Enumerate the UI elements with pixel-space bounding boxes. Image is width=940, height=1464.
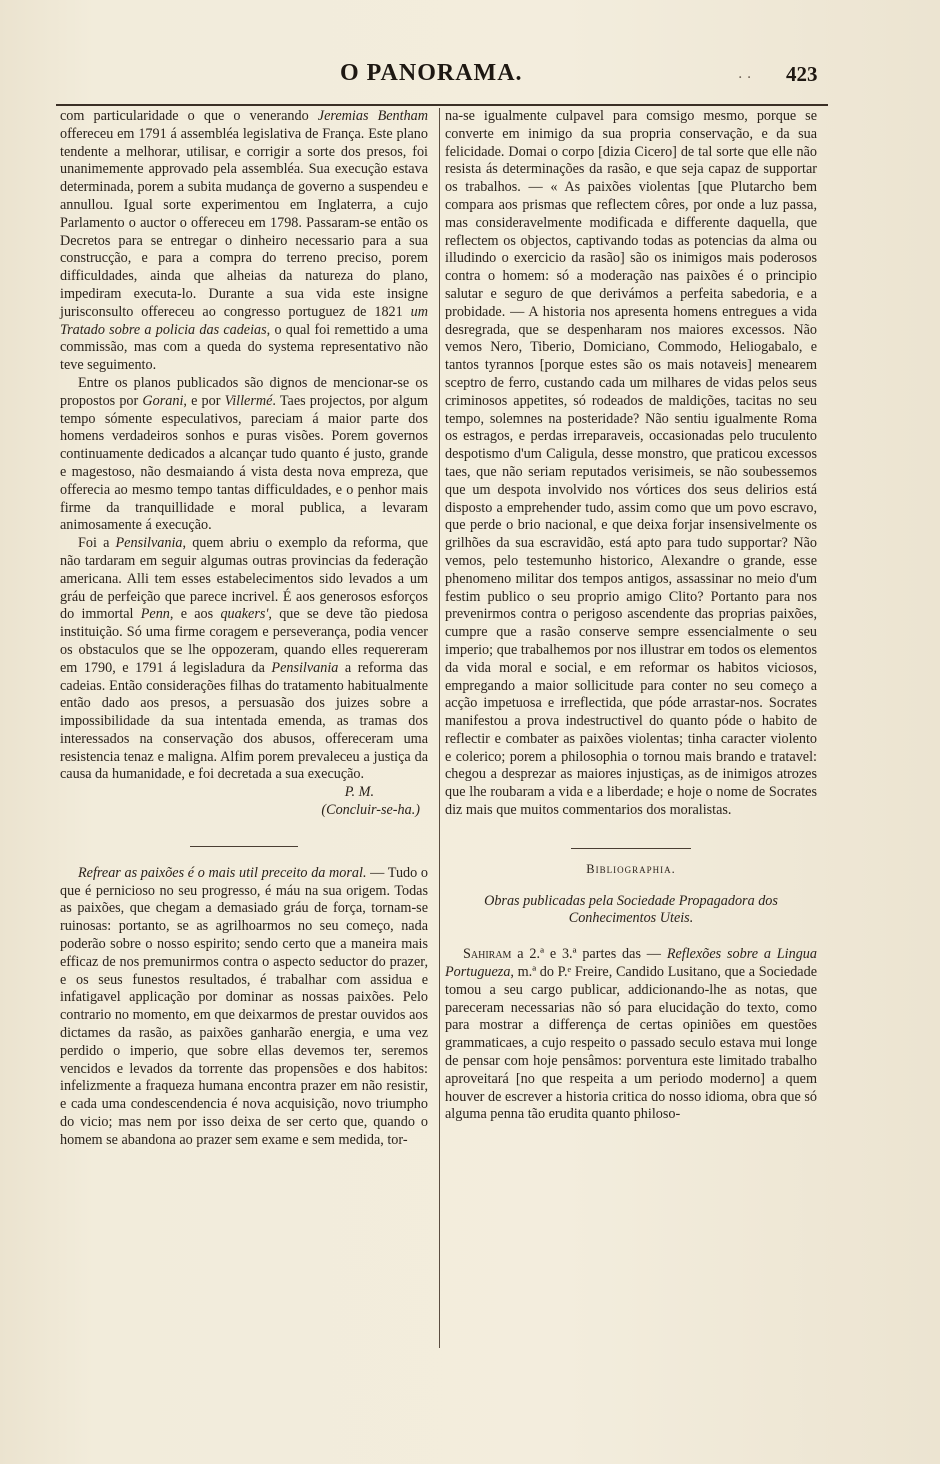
page-number: 423 (786, 62, 818, 86)
place-name: Pensilvania (271, 659, 339, 676)
to-be-continued: (Concluir-se-ha.) (321, 802, 420, 819)
text-span: , e aos (169, 606, 221, 623)
article-title: Refrear as paixões é o mais util preceito da moral. (78, 864, 367, 881)
header-dots: . . (738, 66, 752, 82)
paragraph-pensilvania (60, 535, 428, 784)
header-rule (56, 104, 828, 106)
text-span: , o qual foi remettido a uma commissão, mas com a queda do systema representativo não teve seguimento. (60, 321, 428, 374)
text-span: . Taes projectos, por algum tempo sómente especulativos, pareciam á maior parte dos homens verdadeiros sonhos e puras visões. Porem governos continuamente dedicados a alcançar tudo quanto é justo, grande e magestoso, não desmaiando á vista desta nova empreza, que offerecia ao mesmo tempo tantas difficuldades, e o penhor mais firme da tranquillidade e moral publica, a levaram animosamente á execução. (60, 392, 428, 534)
section-subtitle: Obras publicadas pela Sociedade Propagadora dos Conhecimentos Uteis. (484, 892, 778, 927)
work-title: Reflexões sobre a Lingua Portugueza (445, 946, 817, 981)
person-name: Penn (140, 606, 170, 623)
group-name: quakers' (220, 606, 269, 623)
text-span: , que se deve tão piedosa instituição. Só uma firme coragem e perseverança, podia vencer os obstaculos que se lhe oppozeram, quando elles requereram em 1790, e 1791 á legisladura da (60, 606, 428, 676)
text-span: — Tudo o que é pernicioso no seu progresso, é máu na sua origem. Todas as paixões, que chegam a demasiado gráu de força, tornam-se ruinosas: portanto, se as agrilhoarmos no seu começo, nada poderão sobre o nosso espirito; sendo certo que a maneira mais efficaz de nos premunirmos contra o aspecto seductor do prazer, e os seus funestos resultados, é trabalhar com assidua e infatigavel applicação por dominar as nossas paixões. Pelo contrario no momento, em que deixarmos de prestar ouvidos aos dictames da rasão, as paixões ganharão energia, e uma vez perdido o imperio, que sobre ellas devemos ter, seremos vencidos e levados da torrente das propensões e dos habitos: infelizmente a fraqueza humana encontra prazer em não resistir, e cada uma condescendencia é nova acquisição, novo triumpho do vicio; mas nem por isso deixa de ser certo que, quando o homem se abandona ao prazer sem exame e sem medida, tor- (60, 864, 428, 1148)
text-span: Entre os planos publicados são dignos de mencionar-se os propostos por (60, 374, 428, 409)
left-column (60, 108, 428, 1150)
person-name: Gorani (142, 392, 184, 409)
text-span: , e por (183, 392, 225, 409)
lead-word: Sahiram (463, 946, 512, 963)
paragraph-bentham (60, 108, 428, 375)
text-span: , quem abriu o exemplo da reforma, que não tardaram em seguir algumas outras provincias da federação americana. Alli tem esses estabelecimentos sido levados a um gráu de perfeição que parece incrivel. É aos generosos esforços do immortal (60, 535, 428, 623)
person-name: Villermé (224, 392, 273, 409)
paragraph-passions-continued: na-se igualmente culpavel para comsigo mesmo, porque se converte em inimigo da sua propria conservação, e da sua felicidade. Domai o corpo [dizia Cicero] de tal sorte que elle não resista ás determinações da rasão, e que seja capaz de supportar os trabalhos. — « As paixões violentas [que Plutarcho bem compara aos prismas que reflectem côres, por onde a luz passa, mas consideravelmente modificada e differente daquella, que reflectem os objectos, captivando todas as potencias da alma ou illudindo o exercicio da rasão] são os inimigos mais poderosos contra o homem: só a moderação nas paixões é o principio salutar e seguro de que derivámos a perfeita sabedoria, e a probidade. — A historia nos apresenta homens entregues a vida desregrada, que se despenharam nos maiores excessos. Não vemos Nero, Tiberio, Domiciano, Commodo, Heliogabalo, e tantos tyrannos [porque estes são os mais notaveis] menearem sceptro de ferro, custando cada um milhares de vidas pelos seus criminosos appetites, só rodeados de maldições, tacitas no seu tempo, solemnes na posteridade? Não sentiu igualmente Roma os estragos, e perdas irreparaveis, occasionadas pelo truculento despotismo d'um Caligula, desse monstro, que praticou excessos taes, que não seriam reputados verisimeis, se não soubessemos que um despota involvido nos vórtices dos seus delirios está disposto a emprehender tudo, assim como que um povo escravo, que perde o brio nacional, e que deixa forjar insensivelmente os grilhões da sua escravidão, está apto para tudo supportar? Não vemos, pelo testemunho historico, Alexandre o grande, esse phenomeno militar dos tempos antigos, assassinar no meio d'um festim publico o seu proprio amigo Clito? Portanto para nos prevenirmos contra o perigoso ascendente das proprias paixões, cumpre que a rasão conserve sempre essencialmente o seu imperio; que trabalhemos por nos illustrar em todos os elementos da vida moral e social, e em reformar os habitos viciosos, empregando a maior sollicitude para conter no seu começo a acção impetuosa e irreflectida, que póde arrastar-nos. Socrates manifestou a prova indestructivel do quanto póde o habito de reflectir e combater as paixões violentas; tinha caracter violento e colerico; porem a philosophia o tornou mais brando e tratavel: chegou a desprezar as maiores injustiças, as de inimigos atrozes que lhe roubaram a vida e a liberdade; e hoje o nome de Socrates diz mais que muitos commentarios dos moralistas. (445, 108, 817, 819)
paragraph-bibliography (445, 946, 817, 1124)
text-span: Foi a (78, 535, 116, 552)
column-divider (439, 108, 440, 1348)
paragraph-plans (60, 375, 428, 535)
text-span: , m.ª do P.ᵉ Freire, Candido Lusitano, que a Sociedade tomou a seu cargo publicar, addicionando-lhe as notas, que pareceram necessarias não só para elucidação do texto, como para mostrar a differença de certas opiniões em questões grammaticaes, a cujo respeito o passado seculo estava mui longe de pensar com hoje pensâmos: porventura este limitado trabalho aproveitará [no que respeita a um periodo moderno] a quem houver de escrever a historia critica do nosso idioma, obra que só alguma penna tão erudita quanto philoso- (445, 964, 817, 1123)
section-separator (190, 846, 298, 847)
text-span: a 2.ª e 3.ª partes das — (511, 946, 667, 963)
paragraph-passions (60, 865, 428, 1150)
person-name: Jeremias Bentham (317, 108, 429, 124)
work-title: um Tratado sobre a policia das cadeias (60, 303, 428, 338)
place-name: Pensilvania (115, 535, 183, 552)
signature-line (60, 784, 428, 802)
section-heading: Bibliographia. (586, 861, 676, 876)
publication-title: O PANORAMA. (340, 60, 523, 86)
page-header (0, 58, 940, 98)
text-span: a reforma das cadeias. Então considerações filhas do tratamento habitualmente então dado aos presos, a persuasão dos juizes sobre a impossibilidade da sua intentada emenda, as tramas dos interessados na conservação dos abusos, offereceram uma resistencia tenaz e maligna. Alfim porem prevaleceu a justiça da causa da humanidade, e foi decretada a sua execução. (60, 659, 429, 783)
text-span: offereceu em 1791 á assembléa legislativa de França. Este plano tendente a melhorar, utilisar, e corrigir a sorte dos presos, foi unanimemente approvado pela assembléa. Sua execução estava determinada, porem a subita mudança de governo a suspendeu e annullou. Igual sorte experimentou em Inglaterra, a cujo Parlamento o auctor o offereceu em 1798. Passaram-se então os Decretos para se entregar o dinheiro necessario para a sua construcção, e para a compra do terreno preciso, porem difficuldades, ainda que alheias da natureza do plano, impediram executa-lo. Durante a sua vida este insigne jurisconsulto offereceu ao congresso portuguez de 1821 (60, 125, 428, 320)
section-separator (571, 848, 691, 849)
text-span: com particularidade o que o venerando (60, 108, 318, 124)
author-initials: P. M. (344, 784, 374, 801)
right-column (445, 108, 817, 1124)
